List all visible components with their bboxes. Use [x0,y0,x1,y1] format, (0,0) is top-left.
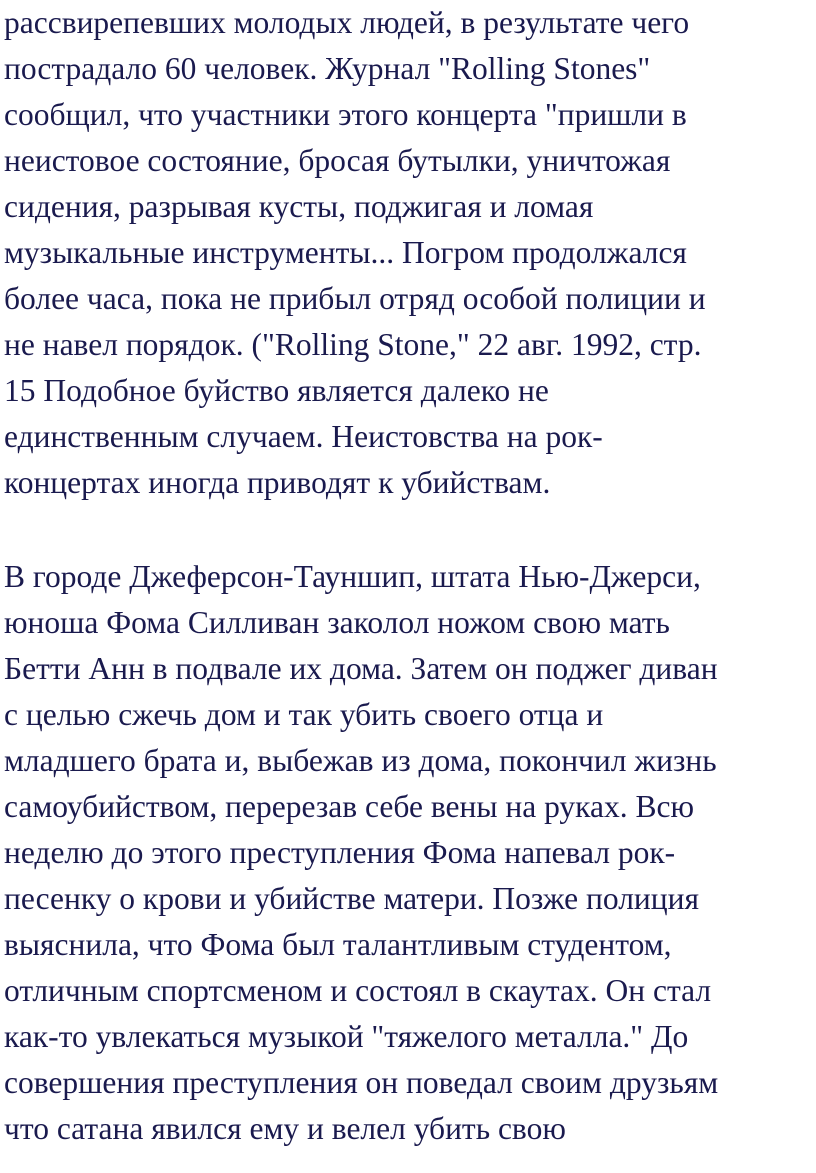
text-line: выяснила, что Фома был талантливым студентом, [4,927,672,962]
text-line: младшего брата и, выбежав из дома, покончил жизнь [4,743,717,778]
text-line: В городе Джеферсон-Тауншип, штата Нью-Джерси, [4,559,701,594]
text-line: совершения преступления он поведал своим друзьям [4,1065,719,1100]
text-line: самоубийством, перерезав себе вены на руках. Всю [4,789,695,824]
text-line: концертах иногда приводят к убийствам. [4,465,551,500]
text-line: сообщил, что участники этого концерта "пришли в [4,97,687,132]
text-line: песенку о крови и убийстве матери. Позже полиция [4,881,699,916]
text-line: более часа, пока не прибыл отряд особой полиции и [4,281,706,316]
text-line: музыкальные инструменты... Погром продолжался [4,235,687,270]
text-line: юноша Фома Силливан заколол ножом свою мать [4,605,670,640]
text-line: не навел порядок. ("Rolling Stone," 22 авг. 1992, стр. [4,327,702,362]
text-line: неистовое состояние, бросая бутылки, уничтожая [4,143,671,178]
text-line: что сатана явился ему и велел убить свою [4,1111,566,1146]
text-line: сидения, разрывая кусты, поджигая и ломая [4,189,594,224]
text-line: Бетти Анн в подвале их дома. Затем он поджег диван [4,651,718,686]
text-line: пострадало 60 человек. Журнал "Rolling Stones" [4,51,651,86]
text-line: как-то увлекаться музыкой "тяжелого металла." До [4,1019,689,1054]
text-line: 15 Подобное буйство является далеко не [4,373,549,408]
text-line: отличным спортсменом и состоял в скаутах. Он стал [4,973,712,1008]
text-line: с целью сжечь дом и так убить своего отца и [4,697,604,732]
text-line: рассвирепевших молодых людей, в результате чего [4,5,690,40]
text-line: единственным случаем. Неистовства на рок- [4,419,603,454]
text-line: неделю до этого преступления Фома напевал рок- [4,835,676,870]
